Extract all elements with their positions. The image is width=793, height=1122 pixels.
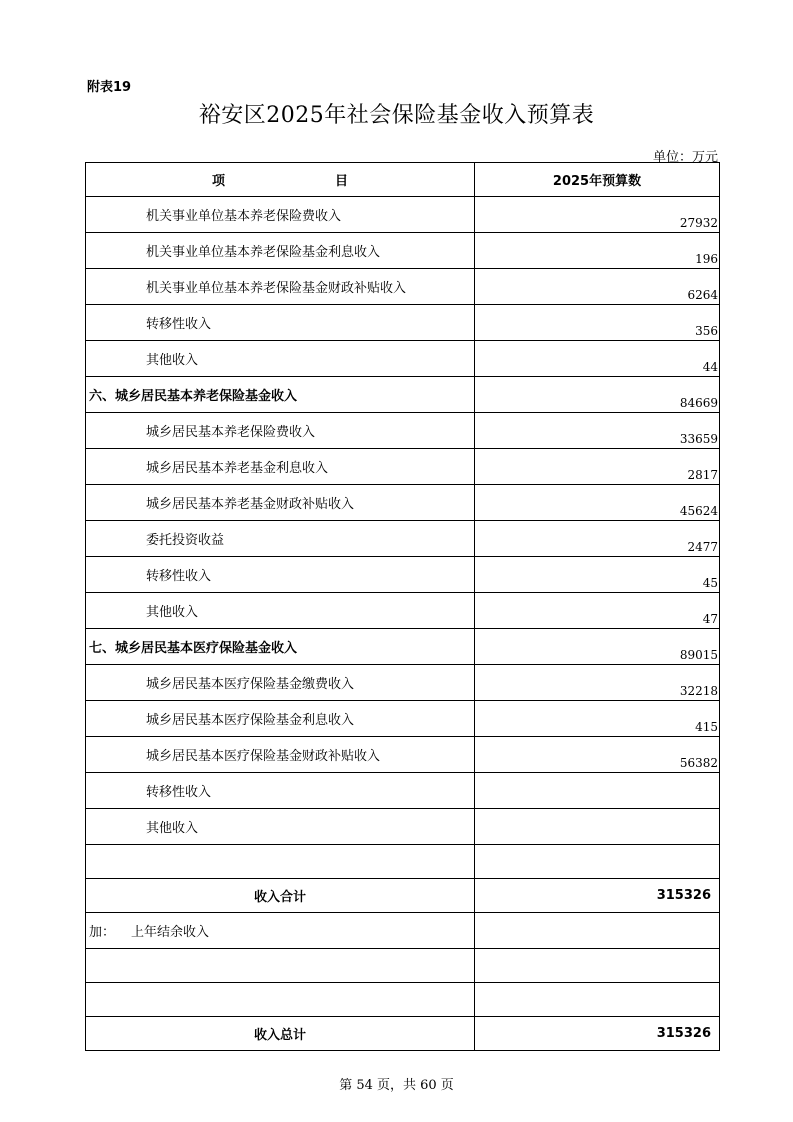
category-label: 六、城乡居民基本养老保险基金收入 [86, 377, 475, 413]
table-row [86, 665, 720, 701]
row-value: 47 [475, 593, 720, 629]
page-footer: 第 54 页，共 60 页 [339, 1078, 454, 1093]
row-label: 机关事业单位基本养老保险基金利息收入 [86, 233, 475, 269]
category-row [86, 629, 720, 665]
category-value: 84669 [475, 377, 720, 413]
row-value: 56382 [475, 737, 720, 773]
category-row [86, 377, 720, 413]
row-label: 机关事业单位基本养老保险基金财政补贴收入 [86, 269, 475, 305]
appendix-label: 附表19 [87, 80, 132, 95]
row-label: 其他收入 [86, 809, 475, 845]
row-value: 45624 [475, 485, 720, 521]
table-row [86, 197, 720, 233]
row-label: 城乡居民基本养老基金利息收入 [86, 449, 475, 485]
empty-cell [86, 983, 475, 1017]
table-header-row [86, 163, 720, 197]
empty-row [86, 845, 720, 879]
row-label: 城乡居民基本养老基金财政补贴收入 [86, 485, 475, 521]
empty-row [86, 949, 720, 983]
subtotal-value: 315326 [475, 879, 720, 913]
row-label: 城乡居民基本养老保险费收入 [86, 413, 475, 449]
row-value: 45 [475, 557, 720, 593]
page-title: 裕安区2025年社会保险基金收入预算表 [198, 103, 595, 128]
empty-cell [86, 845, 475, 879]
row-value [475, 773, 720, 809]
row-value: 196 [475, 233, 720, 269]
table-row [86, 485, 720, 521]
row-label: 城乡居民基本医疗保险基金缴费收入 [86, 665, 475, 701]
header-budget: 2025年预算数 [475, 163, 720, 197]
unit-label: 单位：万元 [652, 150, 718, 165]
subtotal-label: 收入合计 [86, 879, 475, 913]
table-row [86, 341, 720, 377]
empty-cell [475, 845, 720, 879]
row-value: 33659 [475, 413, 720, 449]
empty-cell [475, 983, 720, 1017]
category-label: 七、城乡居民基本医疗保险基金收入 [86, 629, 475, 665]
table-row [86, 773, 720, 809]
header-item-part1: 项 [211, 174, 225, 189]
table-row [86, 557, 720, 593]
row-label: 其他收入 [86, 593, 475, 629]
row-value: 44 [475, 341, 720, 377]
empty-cell [86, 949, 475, 983]
subtotal-row [86, 879, 720, 913]
plus-row [86, 913, 720, 949]
row-value: 356 [475, 305, 720, 341]
category-value: 89015 [475, 629, 720, 665]
row-label: 转移性收入 [86, 773, 475, 809]
table-row [86, 449, 720, 485]
table-row [86, 521, 720, 557]
table-row [86, 305, 720, 341]
row-value: 415 [475, 701, 720, 737]
empty-cell [475, 949, 720, 983]
grand-total-row [86, 1017, 720, 1051]
row-label: 城乡居民基本医疗保险基金财政补贴收入 [86, 737, 475, 773]
grand-total-label: 收入总计 [86, 1017, 475, 1051]
grand-total-value: 315326 [475, 1017, 720, 1051]
header-item-part2: 目 [335, 174, 349, 189]
plus-label: 上年结余收入 [131, 925, 210, 940]
table-row [86, 737, 720, 773]
row-value: 27932 [475, 197, 720, 233]
table-row [86, 593, 720, 629]
row-label: 转移性收入 [86, 305, 475, 341]
row-label: 委托投资收益 [86, 521, 475, 557]
row-label: 其他收入 [86, 341, 475, 377]
plus-prefix: 加： [89, 925, 116, 940]
row-value: 2477 [475, 521, 720, 557]
plus-value [475, 913, 720, 949]
table-row [86, 269, 720, 305]
row-value: 6264 [475, 269, 720, 305]
table-row [86, 413, 720, 449]
row-value [475, 809, 720, 845]
table-row [86, 809, 720, 845]
row-value: 2817 [475, 449, 720, 485]
budget-table [85, 162, 720, 1051]
table-row [86, 233, 720, 269]
row-value: 32218 [475, 665, 720, 701]
table-row [86, 701, 720, 737]
row-label: 城乡居民基本医疗保险基金利息收入 [86, 701, 475, 737]
plus-cell [86, 913, 475, 949]
empty-row [86, 983, 720, 1017]
row-label: 机关事业单位基本养老保险费收入 [86, 197, 475, 233]
header-item [86, 163, 475, 197]
row-label: 转移性收入 [86, 557, 475, 593]
